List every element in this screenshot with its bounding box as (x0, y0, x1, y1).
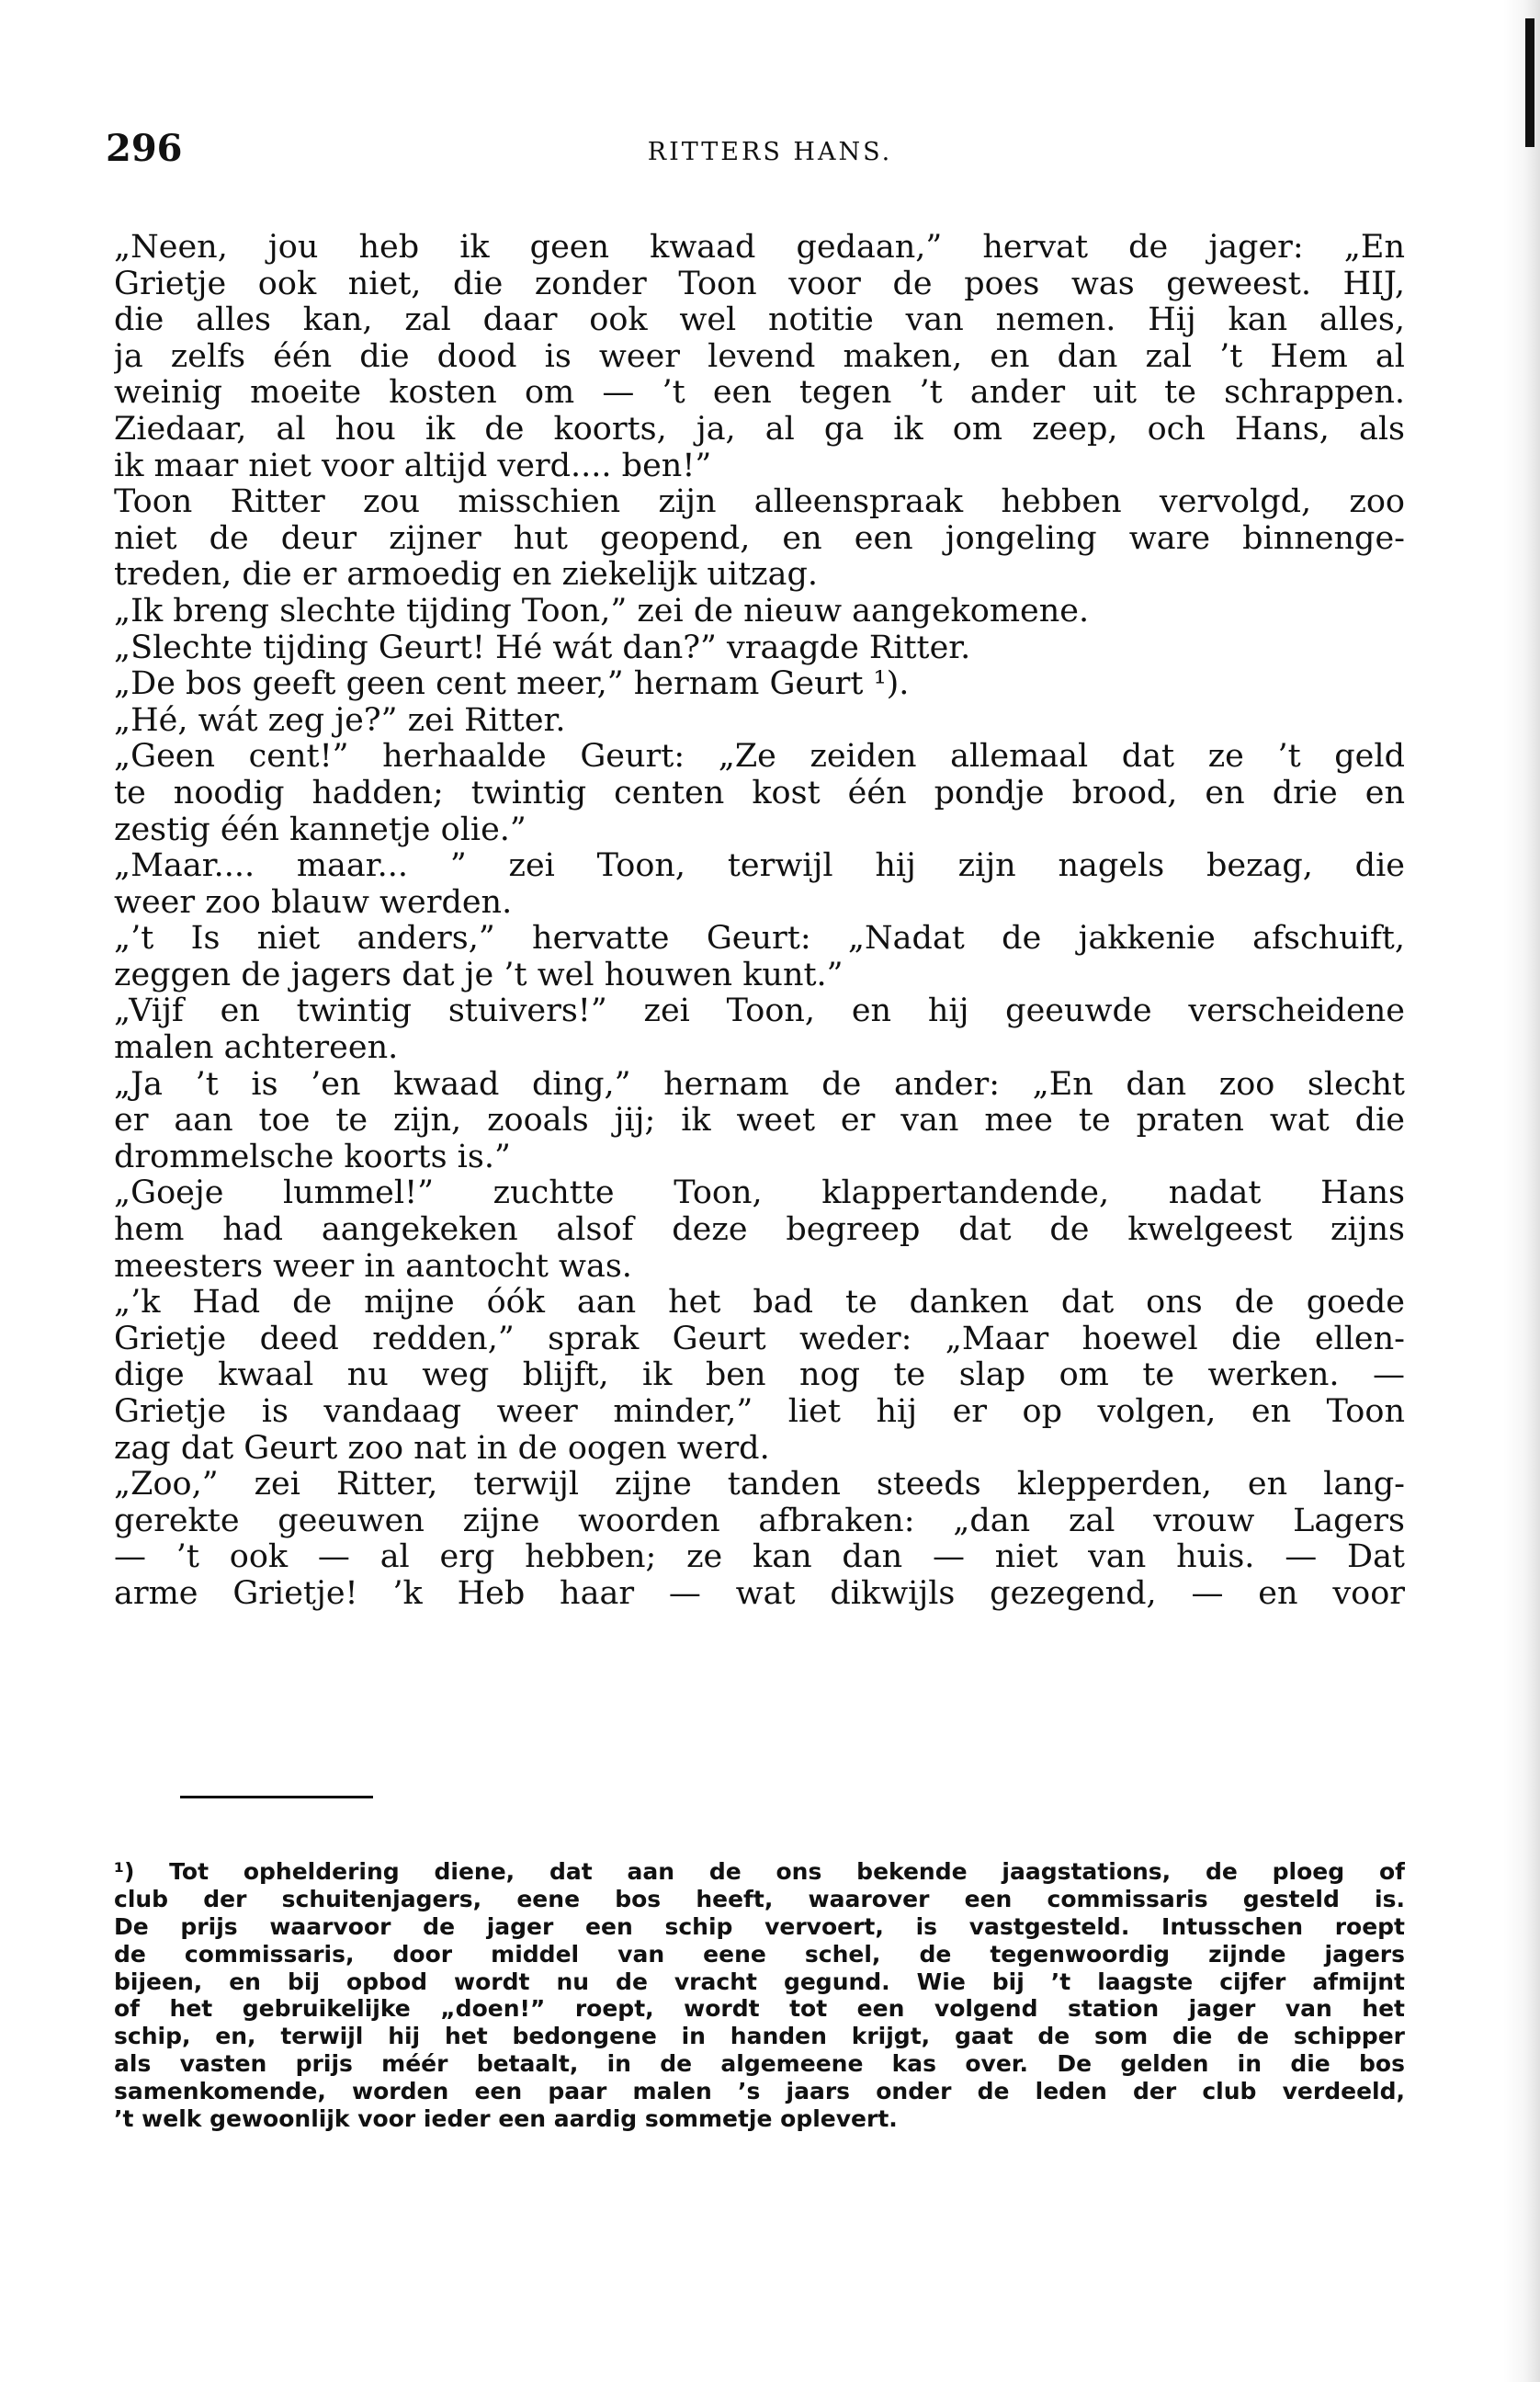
text-line: zeggen de jagers dat je ’t wel houwen kunt.” (114, 957, 844, 993)
text-line: ik maar niet voor altijd verd.... ben!” (114, 448, 712, 484)
text-line: „Ik breng slechte tijding Toon,” zei de nieuw aangekomene. (114, 593, 1090, 630)
footnote-block (114, 1858, 1405, 2133)
text-line: weinig moeite kosten om — ’t een tegen ’t ander uit te schrappen. (114, 375, 1405, 412)
page-edge-shadow (1503, 0, 1540, 2382)
text-line: er aan toe te zijn, zooals jij; ik weet er van mee te praten wat die (114, 1103, 1405, 1140)
footnote-line: als vasten prijs méér betaalt, in de algemeene kas over. De gelden in die bos (114, 2050, 1405, 2078)
footnote-line: ’t welk gewoonlijk voor ieder een aardig sommetje oplevert. (114, 2105, 898, 2133)
page-number: 296 (106, 127, 183, 170)
text-line: hem had aangekeken alsof deze begreep dat de kwelgeest zijns (114, 1212, 1405, 1249)
text-line: niet de deur zijner hut geopend, en een jongeling ware binnenge- (114, 520, 1405, 557)
text-line: „Hé, wát zeg je?” zei Ritter. (114, 702, 566, 739)
footnote-line: ¹) Tot opheldering diene, dat aan de ons bekende jaagstations, de ploeg of (114, 1858, 1405, 1885)
footnote-line: de commissaris, door middel van eene schel, de tegenwoordig zijnde jagers (114, 1940, 1405, 1968)
footnote-line: bijeen, en bij opbod wordt nu de vracht gegund. Wie bij ’t laagste cijfer afmijnt (114, 1968, 1405, 1995)
footnote-line: samenkomende, worden een paar malen ’s jaars onder de leden der club verdeeld, (114, 2078, 1405, 2105)
text-line: Toon Ritter zou misschien zijn alleenspraak hebben vervolgd, zoo (114, 484, 1405, 521)
text-line: zestig één kannetje olie.” (114, 811, 527, 848)
footnote-divider (180, 1796, 373, 1798)
text-line: „’k Had de mijne óók aan het bad te danken dat ons de goede (114, 1285, 1405, 1321)
body-text (114, 230, 1405, 1613)
footnote-line: De prijs waarvoor de jager een schip vervoert, is vastgesteld. Intusschen roept (114, 1912, 1405, 1940)
text-line: „Goeje lummel!” zuchtte Toon, klappertandende, nadat Hans (114, 1175, 1405, 1212)
text-line: Grietje is vandaag weer minder,” liet hij er op volgen, en Toon (114, 1394, 1405, 1430)
text-line: zag dat Geurt zoo nat in de oogen werd. (114, 1430, 770, 1467)
text-line: „De bos geeft geen cent meer,” hernam Geurt ¹). (114, 666, 910, 703)
footnote-line: of het gebruikelijke „doen!” roept, wordt tot een volgend station jager van het (114, 1995, 1405, 2023)
text-line: te noodig hadden; twintig centen kost één pondje brood, en drie en (114, 775, 1405, 811)
text-line: — ’t ook — al erg hebben; ze kan dan — niet van huis. — Dat (114, 1539, 1405, 1576)
text-line: „Vijf en twintig stuivers!” zei Toon, en hij geeuwde verscheidene (114, 993, 1405, 1030)
text-line: „Maar.... maar... ” zei Toon, terwijl hij zijn nagels bezag, die (114, 848, 1405, 885)
text-line: „Slechte tijding Geurt! Hé wát dan?” vraagde Ritter. (114, 630, 971, 666)
footnote-line: club der schuitenjagers, eene bos heeft, waarover een commissaris gesteld is. (114, 1885, 1405, 1912)
running-title: RITTERS HANS. (647, 138, 893, 166)
text-line: drommelsche koorts is.” (114, 1139, 511, 1175)
text-line: „Ja ’t is ’en kwaad ding,” hernam de ander: „En dan zoo slecht (114, 1066, 1405, 1103)
text-line: ja zelfs één die dood is weer levend maken, en dan zal ’t Hem al (114, 338, 1405, 375)
text-line: malen achtereen. (114, 1030, 399, 1067)
text-line: weer zoo blauw werden. (114, 884, 513, 921)
text-line: Ziedaar, al hou ik de koorts, ja, al ga ik om zeep, och Hans, als (114, 411, 1405, 448)
page-edge-mark (1525, 18, 1534, 147)
text-line: „Neen, jou heb ik geen kwaad gedaan,” hervat de jager: „En (114, 230, 1405, 266)
text-line: meesters weer in aantocht was. (114, 1248, 632, 1285)
text-line: gerekte geeuwen zijne woorden afbraken: „dan zal vrouw Lagers (114, 1503, 1405, 1539)
text-line: treden, die er armoedig en ziekelijk uitzag. (114, 557, 818, 594)
text-line: dige kwaal nu weg blijft, ik ben nog te slap om te werken. — (114, 1357, 1405, 1394)
footnote-line: schip, en, terwijl hij het bedongene in handen krijgt, gaat de som die de schipper (114, 2023, 1405, 2050)
text-line: „Geen cent!” herhaalde Geurt: „Ze zeiden allemaal dat ze ’t geld (114, 739, 1405, 776)
text-line: „Zoo,” zei Ritter, terwijl zijne tanden steeds klepperden, en lang- (114, 1467, 1405, 1503)
text-line: „’t Is niet anders,” hervatte Geurt: „Nadat de jakkenie afschuift, (114, 921, 1405, 958)
text-line: die alles kan, zal daar ook wel notitie van nemen. Hij kan alles, (114, 302, 1405, 339)
text-line: Grietje deed redden,” sprak Geurt weder: „Maar hoewel die ellen- (114, 1321, 1405, 1357)
text-line: Grietje ook niet, die zonder Toon voor de poes was geweest. HIJ, (114, 266, 1405, 302)
text-line: arme Grietje! ’k Heb haar — wat dikwijls gezegend, — en voor (114, 1575, 1405, 1612)
